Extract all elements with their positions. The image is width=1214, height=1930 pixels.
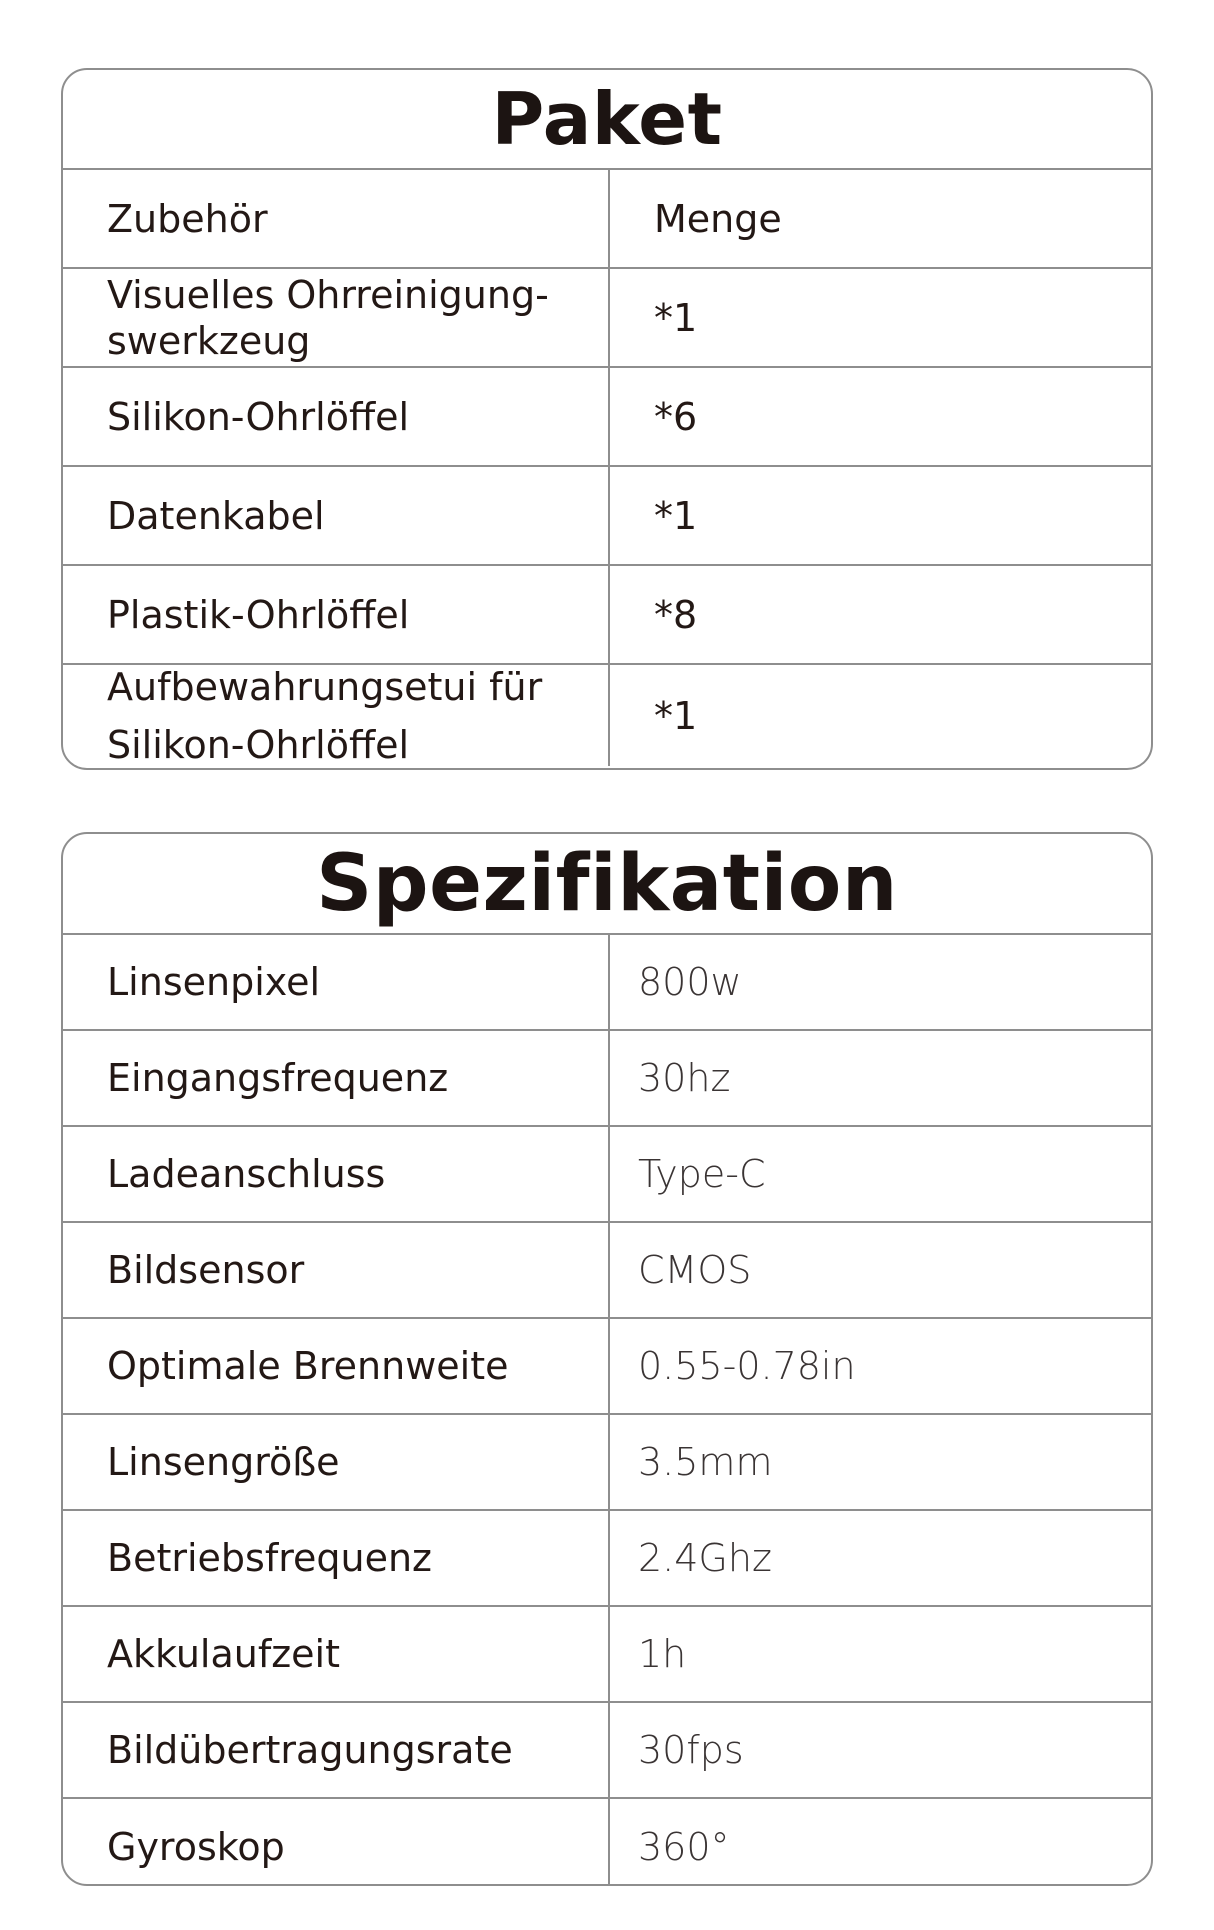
spec-value: 1h [638, 1632, 687, 1676]
table-row [63, 1415, 1151, 1511]
spec-label: Linsengröße [63, 1415, 610, 1509]
package-item-qty: *1 [654, 493, 698, 538]
package-header-row [63, 170, 1151, 269]
spec-label: Betriebsfrequenz [63, 1511, 610, 1605]
spec-value: 30hz [638, 1056, 731, 1100]
package-item-text: Aufbewahrungsetui für Silikon-Ohrlöffel [107, 664, 543, 767]
table-row [63, 1031, 1151, 1127]
table-row [63, 368, 1151, 467]
spec-label: Akkulaufzeit [63, 1607, 610, 1701]
package-item-text: Visuelles Ohrreinigung- swerkzeug [107, 272, 549, 363]
table-row [63, 1511, 1151, 1607]
table-row [63, 935, 1151, 1031]
package-item-name: Datenkabel [63, 467, 610, 564]
package-header-item: Zubehör [63, 170, 610, 267]
spec-label: Optimale Brennweite [63, 1319, 610, 1413]
table-row [63, 269, 1151, 368]
spec-label: Linsenpixel [63, 935, 610, 1029]
table-row [63, 665, 1151, 766]
spec-label: Bildsensor [63, 1223, 610, 1317]
table-row [63, 467, 1151, 566]
package-item-name [63, 665, 610, 766]
package-item-qty: *6 [654, 394, 698, 439]
specification-table [61, 832, 1153, 1886]
spec-value: 360° [638, 1825, 730, 1869]
spec-value: 30fps [638, 1728, 744, 1772]
spec-value: 2.4Ghz [638, 1536, 772, 1580]
spec-label: Eingangsfrequenz [63, 1031, 610, 1125]
package-item-qty: *1 [654, 295, 698, 340]
spec-label: Bildübertragungsrate [63, 1703, 610, 1797]
package-item-name [63, 269, 610, 366]
table-row [63, 1319, 1151, 1415]
package-table [61, 68, 1153, 770]
table-row [63, 1607, 1151, 1703]
package-header-qty: Menge [654, 196, 782, 241]
spec-value: Type-C [638, 1152, 766, 1196]
table-row [63, 1799, 1151, 1886]
package-title: Paket [63, 70, 1151, 170]
spec-value: 0.55-0.78in [638, 1344, 856, 1388]
table-row [63, 1703, 1151, 1799]
table-row [63, 1127, 1151, 1223]
table-row [63, 1223, 1151, 1319]
package-item-name: Silikon-Ohrlöffel [63, 368, 610, 465]
package-item-name: Plastik-Ohrlöffel [63, 566, 610, 663]
spec-label: Ladeanschluss [63, 1127, 610, 1221]
spec-value: CMOS [638, 1248, 752, 1292]
specification-title: Spezifikation [63, 834, 1151, 935]
package-item-qty: *8 [654, 592, 698, 637]
package-item-qty: *1 [654, 693, 698, 738]
spec-value: 3.5mm [638, 1440, 773, 1484]
spec-value: 800w [638, 960, 742, 1004]
table-row [63, 566, 1151, 665]
spec-label: Gyroskop [63, 1799, 610, 1886]
